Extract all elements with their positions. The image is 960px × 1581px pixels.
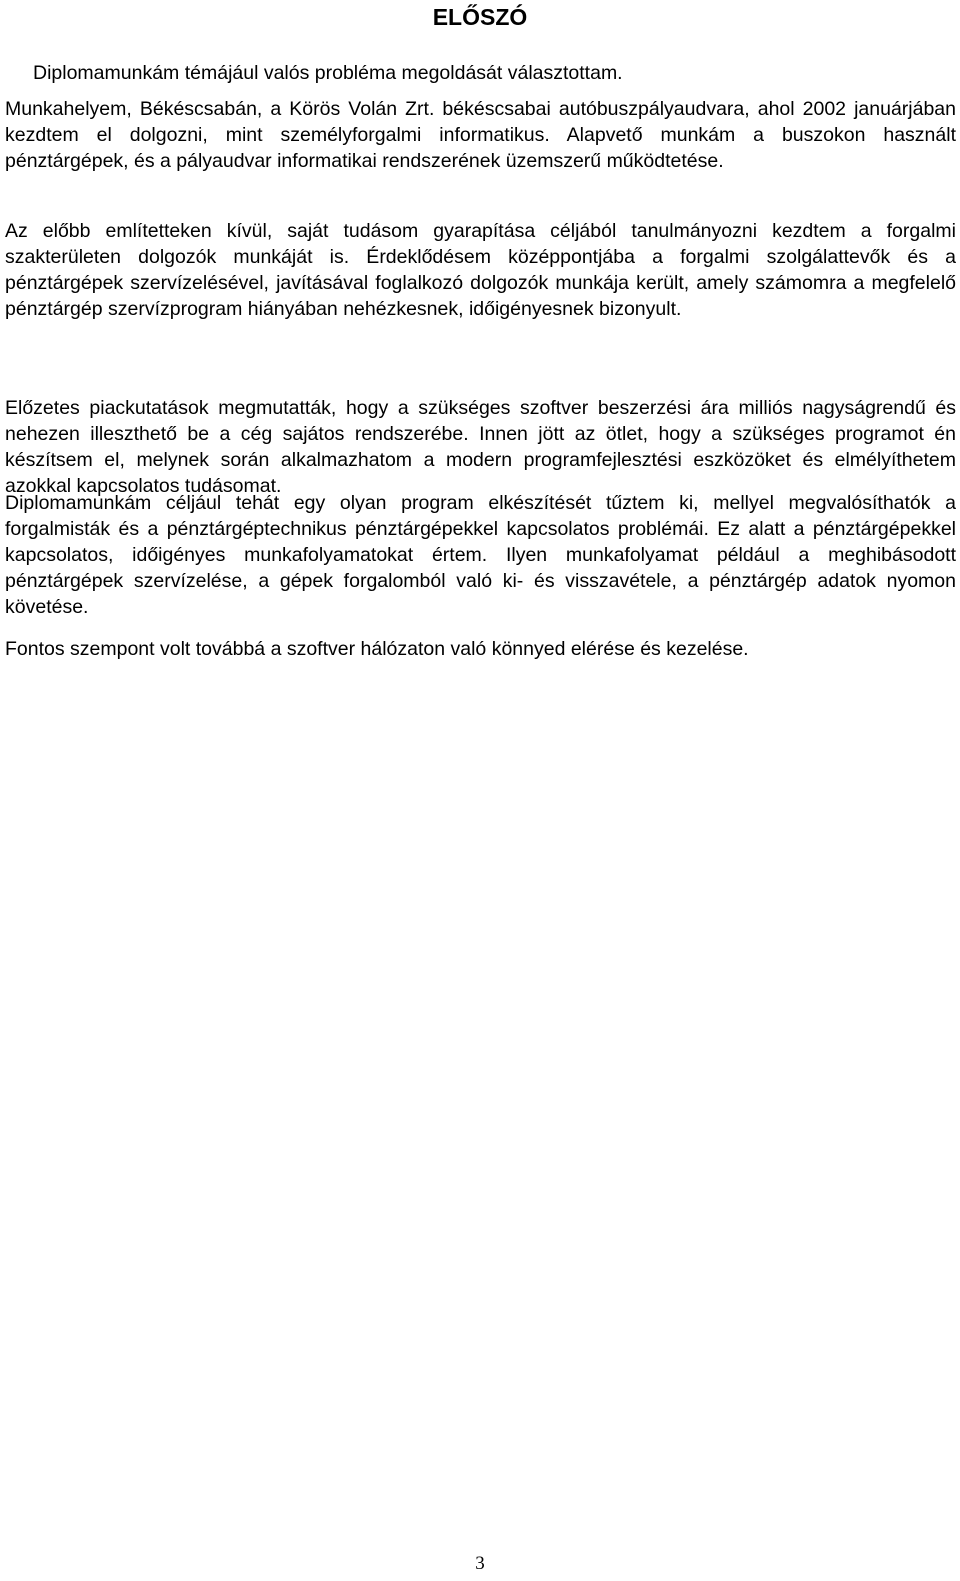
paragraph-network-access: Fontos szempont volt továbbá a szoftver hálózaton való könnyed elérése és kezelése.	[5, 638, 749, 660]
paragraph-goal: Diplomamunkám céljául tehát egy olyan program elkészítését tűztem ki, mellyel megvalósíthatók a forgalmisták és a pénztárgéptechnikus pénztárgépekkel kapcsolatos problémái. Ez alatt a pénztárgépekkel kapcsolatos, időigényes munkafolyamatokat értem. Ilyen munkafolyamat például a meghibásodott pénztárgépek szervízelése, a gépek forgalomból való ki- és visszavétele, a pénztárgép adatok nyomon követése.	[5, 492, 956, 618]
paragraph-motivation: Az előbb említetteken kívül, saját tudásom gyarapítása céljából tanulmányozni kezdtem a forgalmi szakterületen dolgozók munkáját is. Érdeklődésem középpontjába a forgalmi szolgálattevők és a pénztárgépek szervízelésével, javításával foglalkozó dolgozók munkája került, amely számomra a megfelelő pénztárgép szervízprogram hiányában nehézkesnek, időigényesnek bizonyult.	[5, 220, 956, 320]
paragraph-market-research: Előzetes piackutatások megmutatták, hogy a szükséges szoftver beszerzési ára milliós nagyságrendű és nehezen illeszthető be a cég sajátos rendszerébe. Innen jött az ötlet, hogy a szükséges programot én készítsem el, melynek során alkalmazhatom a modern programfejlesztési eszközöket és elmélyíthetem azokkal kapcsolatos tudásomat.	[5, 397, 956, 497]
intro-line: Diplomamunkám témájául valós probléma megoldását választottam.	[33, 62, 623, 84]
page-number: 3	[475, 1553, 485, 1574]
page-title: ELŐSZÓ	[432, 4, 528, 30]
paragraph-workplace: Munkahelyem, Békéscsabán, a Körös Volán Zrt. békéscsabai autóbuszpályaudvara, ahol 2002 januárjában kezdtem el dolgozni, mint személyforgalmi informatikus. Alapvető munkám a buszokon használt pénztárgépek, és a pályaudvar informatikai rendszerének üzemszerű működtetése.	[5, 98, 956, 172]
